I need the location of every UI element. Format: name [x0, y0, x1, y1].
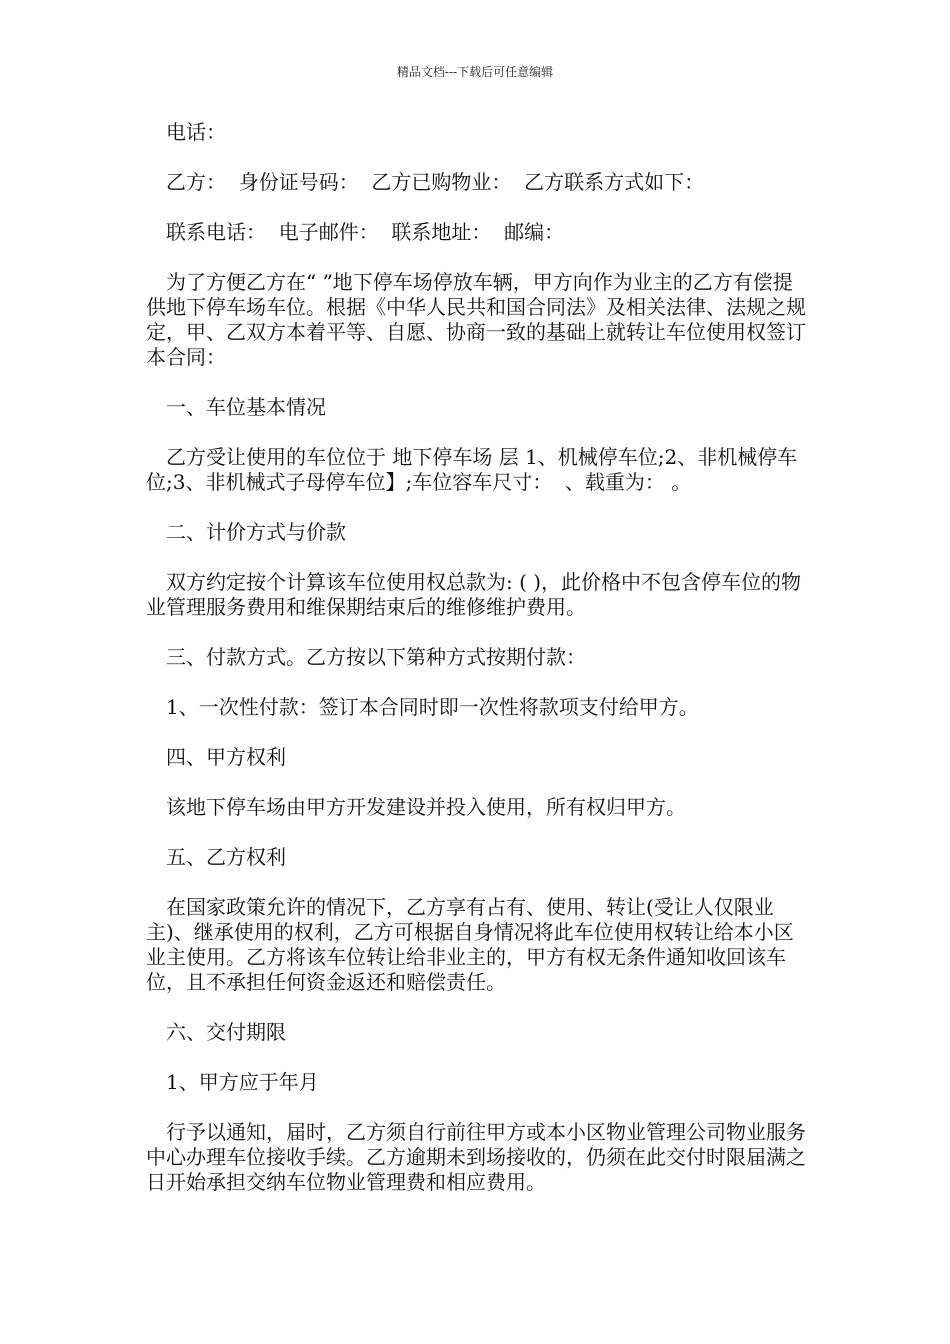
section-heading-2: 二、计价方式与价款 [166, 520, 346, 544]
section-heading-4: 四、甲方权利 [166, 745, 286, 769]
section-6-item-1: 1、甲方应于年月 [166, 1070, 319, 1094]
section-heading-1: 一、车位基本情况 [166, 395, 326, 419]
document-body [146, 120, 810, 1220]
preamble-paragraph: 为了方便乙方在“ ”地下停车场停放车辆，甲方向作为业主的乙方有偿提供地下停车场车位。根据《中华人民共和国合同法》及相关法律、法规之规定，甲、乙双方本着平等、自愿、协商一致的基础上就转让车位使用权签订本合同： [146, 270, 806, 369]
phone-line: 电话： [166, 120, 226, 144]
section-heading-3: 三、付款方式。乙方按以下第种方式按期付款： [166, 645, 586, 669]
party-b-info-line: 乙方： 身份证号码： 乙方已购物业： 乙方联系方式如下： [166, 170, 705, 194]
section-2-paragraph: 双方约定按个计算该车位使用权总款为: ( )，此价格中不包含停车位的物业管理服务费用和维保期结束后的维修维护费用。 [146, 570, 802, 619]
section-1-paragraph: 乙方受让使用的车位位于 地下停车场 层 1、机械停车位;2、非机械停车位;3、非机械式子母停车位】;车位容车尺寸： 、载重为： 。 [146, 445, 798, 494]
section-heading-6: 六、交付期限 [166, 1020, 286, 1044]
section-4-paragraph: 该地下停车场由甲方开发建设并投入使用，所有权归甲方。 [166, 795, 686, 819]
section-3-paragraph: 1、一次性付款：签订本合同时即一次性将款项支付给甲方。 [166, 695, 699, 719]
section-heading-5: 五、乙方权利 [166, 845, 286, 869]
contact-info-line: 联系电话： 电子邮件： 联系地址： 邮编： [166, 220, 565, 244]
section-5-paragraph: 在国家政策允许的情况下，乙方享有占有、使用、转让(受让人仅限业主)、继承使用的权利，乙方可根据自身情况将此车位使用权转让给本小区业主使用。乙方将该车位转让给非业主的，甲方有权无条件通知收回该车位，且不承担任何资金返还和赔偿责任。 [146, 895, 794, 994]
page-header: 精品文档---下载后可任意编辑 [396, 65, 554, 79]
section-6-paragraph: 行予以通知，届时，乙方须自行前往甲方或本小区物业管理公司物业服务中心办理车位接收手续。乙方逾期未到场接收的，仍须在此交付时限届满之日开始承担交纳车位物业管理费和相应费用。 [146, 1120, 806, 1194]
